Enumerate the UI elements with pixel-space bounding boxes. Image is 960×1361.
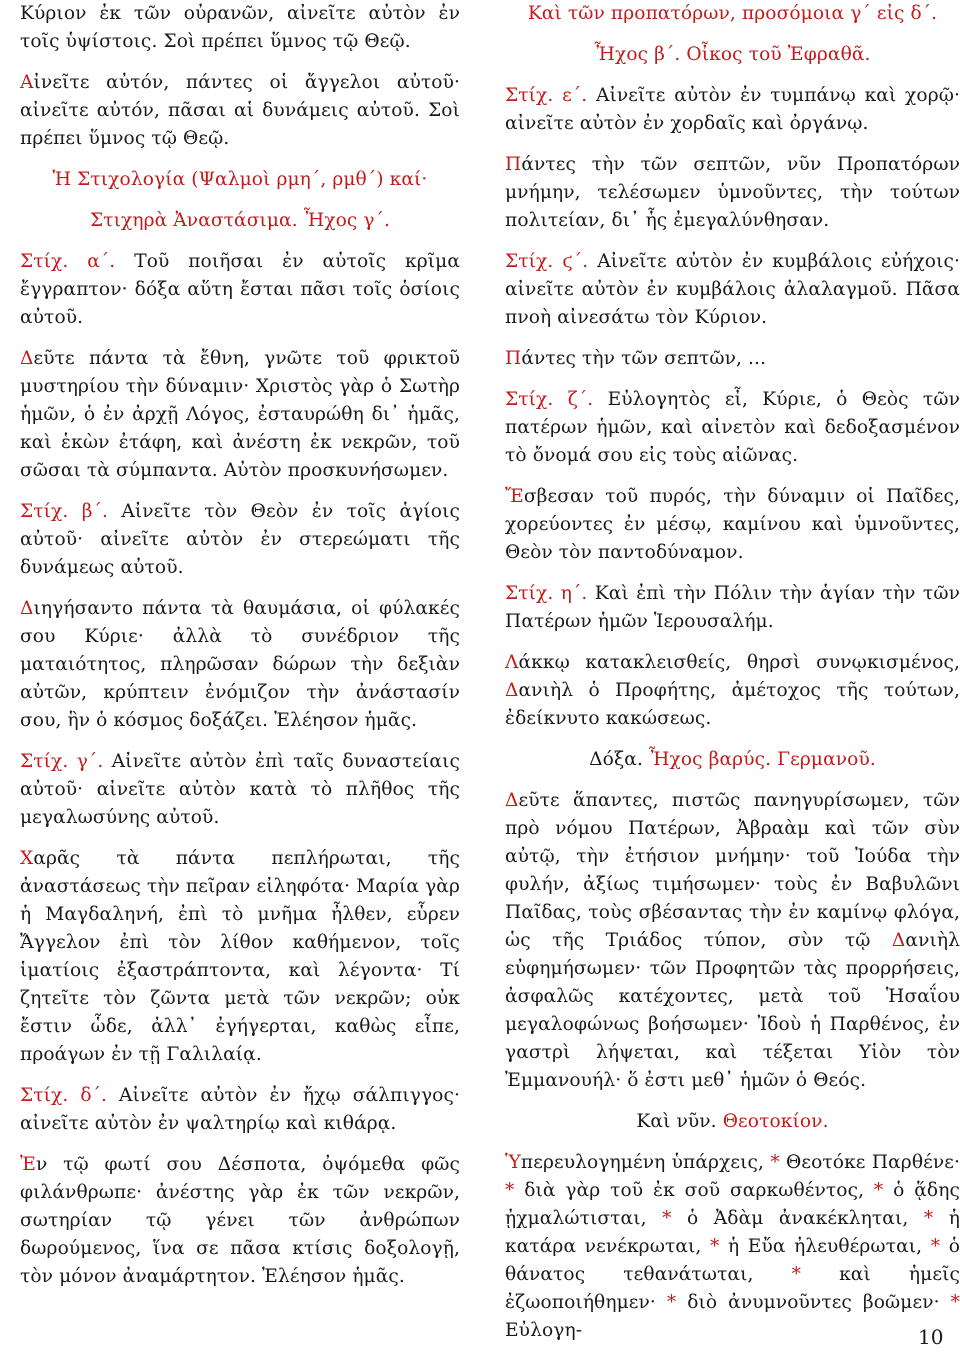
body-text: ανιὴλ ὁ Προφήτης, ἀμέτοχος τῆς τούτων, ἐδείκνυτο κακώσεως. [505,680,960,729]
body-text: Αἰνεῖτε αὐτὸν ἐπὶ ταῖς δυναστείαις αὐτοῦ· αἰνεῖτε αὐτὸν κατὰ τὸ πλῆθος τῆς μεγαλωσύνης αὐτοῦ. [20,751,460,828]
right-paragraph [505,580,960,636]
rubric-text: Δ [891,930,906,951]
body-text: ἡ κατάρα νενέκρωται, [505,1208,960,1257]
rubric-text: Στιχηρὰ Ἀναστάσιμα. Ἦχος γ΄. [89,210,391,231]
body-text: καὶ ἡμεῖς ἐζωοποιήθημεν· [505,1264,960,1313]
rubric-text: Α [20,72,34,93]
rubric-text: * [505,1180,515,1201]
body-text: ὁ θάνατος τεθανάτωται, [505,1236,960,1285]
body-text: ἡ Εὔα ἠλευθέρωται, [719,1236,931,1257]
left-paragraph [20,748,460,832]
rubric-text: Θεοτοκίον. [722,1111,829,1132]
rubric-text: Δ [505,680,519,701]
rubric-text: Στίχ. ε΄. [505,85,596,106]
rubric-text: * [930,1236,941,1257]
body-text: ιηγήσαντο πάντα τὰ θαυμάσια, οἱ φύλακές σου Κύριε· ἀλλὰ τὸ συνέδριον τῆς ματαιότητος, πληρῶσαν δώρων τὴν δεξιὰν αὐτῶν, κρύπτειν ἐνόμιζον τὴν ἀνάστασίν σου, ἣν ὁ κόσμος δοξάζει. Ἐλέησον ἡμᾶς. [20,598,460,731]
rubric-text: Ἡ Στιχολογία (Ψαλμοὶ ρμη΄, ρμθ΄) καί· [52,169,428,190]
body-text: Καὶ νῦν. [636,1111,723,1132]
body-text: άντες τὴν τῶν σεπτῶν, ... [521,348,767,369]
body-text: αρᾶς τὰ πάντα πεπλήρωται, τῆς ἀναστάσεως τὴν πεῖραν εἰληφότα· Μαρία γὰρ ἡ Μαγδαληνή, ἐπὶ τὸ μνῆμα ἦλθεν, εὗρεν Ἄγγελον ἐπὶ τὸν λίθον καθήμενον, τοῖς ἱματίοις ἐξαστράπτοντα, καὶ λέγοντα· Τί ζητεῖτε τὸν ζῶντα μετὰ τῶν νεκρῶν; οὐκ ἔστιν ὧδε, ἀλλ᾽ ἐγήγερται, καθὼς εἶπε, προάγων ἐν τῇ Γαλιλαίᾳ. [20,848,460,1065]
right-paragraph [505,649,960,733]
body-text: ν τῷ φωτί σου Δέσποτα, ὀψόμεθα φῶς φιλάνθρωπε· ἀνέστης γὰρ ἐκ τῶν νεκρῶν, σωτηρίαν τῷ γένει τῶν ἀνθρώπων δωρούμενος, ἵνα σε πᾶσα κτίσις δοξολογῇ, τὸν μόνον ἀναμάρτητον. Ἐλέησον ἡμᾶς. [20,1154,460,1287]
rubric-text: Ἐ [20,1154,36,1175]
body-text: εῦτε ἅπαντες, πιστῶς πανηγυρίσωμεν, τῶν πρὸ νόμου Πατέρων, Ἀβραὰμ καὶ τῶν σὺν αὐτῷ, τὴν ἐτήσιον μνήμην· τοῦ Ἰούδα τὴν φυλήν, ἀξίως τιμήσωμεν· τοὺς ἐν Βαβυλῶνι Παῖδας, τοὺς σβέσαντας τὴν ἐν καμίνῳ φλόγα, ὡς τῆς Τριάδος τύπον, σὺν τῷ [505,790,960,951]
left-column [20,0,460,1304]
body-text: σβεσαν τοῦ πυρός, τὴν δύναμιν οἱ Παῖδες, χορεύοντες ἐν μέσῳ, καμίνου καὶ ὑμνοῦντες, Θεὸν τὸν παντοδύναμον. [505,486,960,563]
rubric-text: Στίχ. ζ΄. [505,389,608,410]
rubric-text: * [950,1292,960,1313]
right-paragraph [505,248,960,332]
rubric-text: * [710,1236,720,1257]
rubric-text: Χ [20,848,34,869]
body-text: διὰ γὰρ τοῦ ἐκ σοῦ σαρκωθέντος, [514,1180,874,1201]
body-text: ὁ ᾅδης ᾐχμαλώτισται, [505,1180,960,1229]
rubric-text: Στίχ. δ΄. [20,1085,119,1106]
rubric-text: Π [505,154,522,175]
rubric-text: Δ [505,790,519,811]
right-paragraph [505,1149,960,1345]
body-text: διὸ ἀνυμνοῦντες βοῶμεν· [676,1292,951,1313]
rubric-text: Ὑ [505,1152,521,1173]
body-text: Αἰνεῖτε τὸν Θεὸν ἐν τοῖς ἁγίοις αὐτοῦ· αἰνεῖτε αὐτὸν ἐν στερεώματι τῆς δυνάμεως αὐτοῦ. [20,501,460,578]
rubric-text: * [662,1208,672,1229]
left-paragraph [20,248,460,332]
right-paragraph [505,41,960,69]
body-text: Αἰνεῖτε αὐτὸν ἐν κυμβάλοις εὐήχοις· αἰνεῖτε αὐτὸν ἐν κυμβάλοις ἀλαλαγμοῦ. Πᾶσα πνοὴ αἰνεσάτω τὸν Κύριον. [505,251,960,328]
rubric-text: * [791,1264,801,1285]
body-text: Εὐλογη- [505,1320,583,1341]
body-text: Τοῦ ποιῆσαι ἐν αὐτοῖς κρῖμα ἔγγραπτον· δόξα αὕτη ἔσται πᾶσι τοῖς ὁσίοις αὐτοῦ. [20,251,460,328]
rubric-text: Π [505,348,522,369]
left-paragraph [20,69,460,153]
left-paragraph [20,498,460,582]
rubric-text: * [770,1152,780,1173]
body-text: Κύριον ἐκ τῶν οὐρανῶν, αἰνεῖτε αὐτὸν ἐν τοῖς ὑψίστοις. Σοὶ πρέπει ὕμνος τῷ Θεῷ. [20,3,460,52]
right-column [505,0,960,1358]
rubric-text: Στίχ. η΄. [505,583,595,604]
rubric-text: Ἦχος β΄. Οἶκος τοῦ Ἐφραθᾶ. [594,44,871,65]
left-paragraph [20,345,460,485]
rubric-text: * [923,1208,934,1229]
body-text: εῦτε πάντα τὰ ἔθνη, γνῶτε τοῦ φρικτοῦ μυστηρίου τὴν δύναμιν· Χριστὸς γὰρ ὁ Σωτὴρ ἡμῶν, ὁ ἐν ἀρχῇ Λόγος, ἐσταυρώθη δι᾽ ἡμᾶς, καὶ ἑκὼν ἐτάφη, καὶ ἀνέστη ἐκ νεκρῶν, τοῦ σῶσαι τὰ σύμπαντα. Αὐτὸν προσκυνήσωμεν. [20,348,460,481]
rubric-text: Στίχ. γ΄. [20,751,112,772]
rubric-text: Ἦχος βαρύς. Γερμανοῦ. [648,749,876,770]
body-text: ὁ Ἀδὰμ ἀνακέκληται, [671,1208,924,1229]
page-number: 10 [918,1325,944,1349]
body-text: Αἰνεῖτε αὐτὸν ἐν τυμπάνῳ καὶ χορῷ· αἰνεῖτε αὐτὸν ἐν χορδαῖς καὶ ὀργάνῳ. [505,85,960,134]
left-paragraph [20,595,460,735]
rubric-text: Δ [20,598,34,619]
body-text: Εὐλογητὸς εἶ, Κύριε, ὁ Θεὸς τῶν πατέρων ἡμῶν, καὶ αἰνετὸν καὶ δεδοξασμένον τὸ ὄνομά σου εἰς τοὺς αἰῶνας. [505,389,960,466]
body-text: Θεοτόκε Παρθένε· [779,1152,960,1173]
left-paragraph [20,166,460,194]
body-text: ανιὴλ εὐφημήσωμεν· τῶν Προφητῶν τὰς προρρήσεις, ἀσφαλῶς κατέχοντες, μετὰ τοῦ Ἡσαΐου μεγαλοφώνως βοήσωμεν· Ἰδοὺ ἡ Παρθένος, ἐν γαστρὶ λήψεται, καὶ τέξεται Υἱὸν τὸν Ἐμμανουήλ· ὅ ἐστι μεθ᾽ ἡμῶν ὁ Θεός. [505,930,960,1091]
rubric-text: * [666,1292,677,1313]
rubric-text: Στίχ. α΄. [20,251,135,272]
body-text: άντες τὴν τῶν σεπτῶν, νῦν Προπατόρων μνήμην, τελέσωμεν ὑμνοῦντες, τὴν τούτων πολιτείαν, δι᾽ ἧς ἐμεγαλύνθησαν. [505,154,960,231]
left-paragraph [20,1151,460,1291]
right-paragraph [505,386,960,470]
right-paragraph [505,483,960,567]
left-paragraph [20,0,460,56]
right-paragraph [505,82,960,138]
body-text: περευλογημένη ὑπάρχεις, [520,1152,771,1173]
right-paragraph [505,746,960,774]
left-paragraph [20,845,460,1069]
right-paragraph [505,1108,960,1136]
right-paragraph [505,151,960,235]
right-paragraph [505,345,960,373]
rubric-text: Λ [505,652,519,673]
rubric-text: Στίχ. ϛ΄. [505,251,598,272]
rubric-text: * [873,1180,884,1201]
body-text: Αἰνεῖτε αὐτὸν ἐν ἤχῳ σάλπιγγος· αἰνεῖτε αὐτὸν ἐν ψαλτηρίῳ καὶ κιθάρᾳ. [20,1085,460,1134]
body-text: Δόξα. [589,749,649,770]
rubric-text: Ἔ [505,486,524,507]
right-paragraph [505,787,960,1095]
body-text: άκκῳ κατακλεισθείς, θηρσὶ συνῳκισμένος, [518,652,960,673]
left-paragraph [20,1082,460,1138]
right-paragraph [505,0,960,28]
left-paragraph [20,207,460,235]
rubric-text: Δ [20,348,34,369]
rubric-text: Καὶ τῶν προπατόρων, προσόμοια γ΄ εἰς δ΄. [527,3,938,24]
rubric-text: Στίχ. β΄. [20,501,122,522]
body-text: ἰνεῖτε αὐτόν, πάντες οἱ ἄγγελοι αὐτοῦ· αἰνεῖτε αὐτόν, πᾶσαι αἱ δυνάμεις αὐτοῦ. Σοὶ πρέπει ὕμνος τῷ Θεῷ. [20,72,460,149]
body-text: Καὶ ἐπὶ τὴν Πόλιν τὴν ἁγίαν τὴν τῶν Πατέρων ἡμῶν Ἱερουσαλήμ. [505,583,960,632]
